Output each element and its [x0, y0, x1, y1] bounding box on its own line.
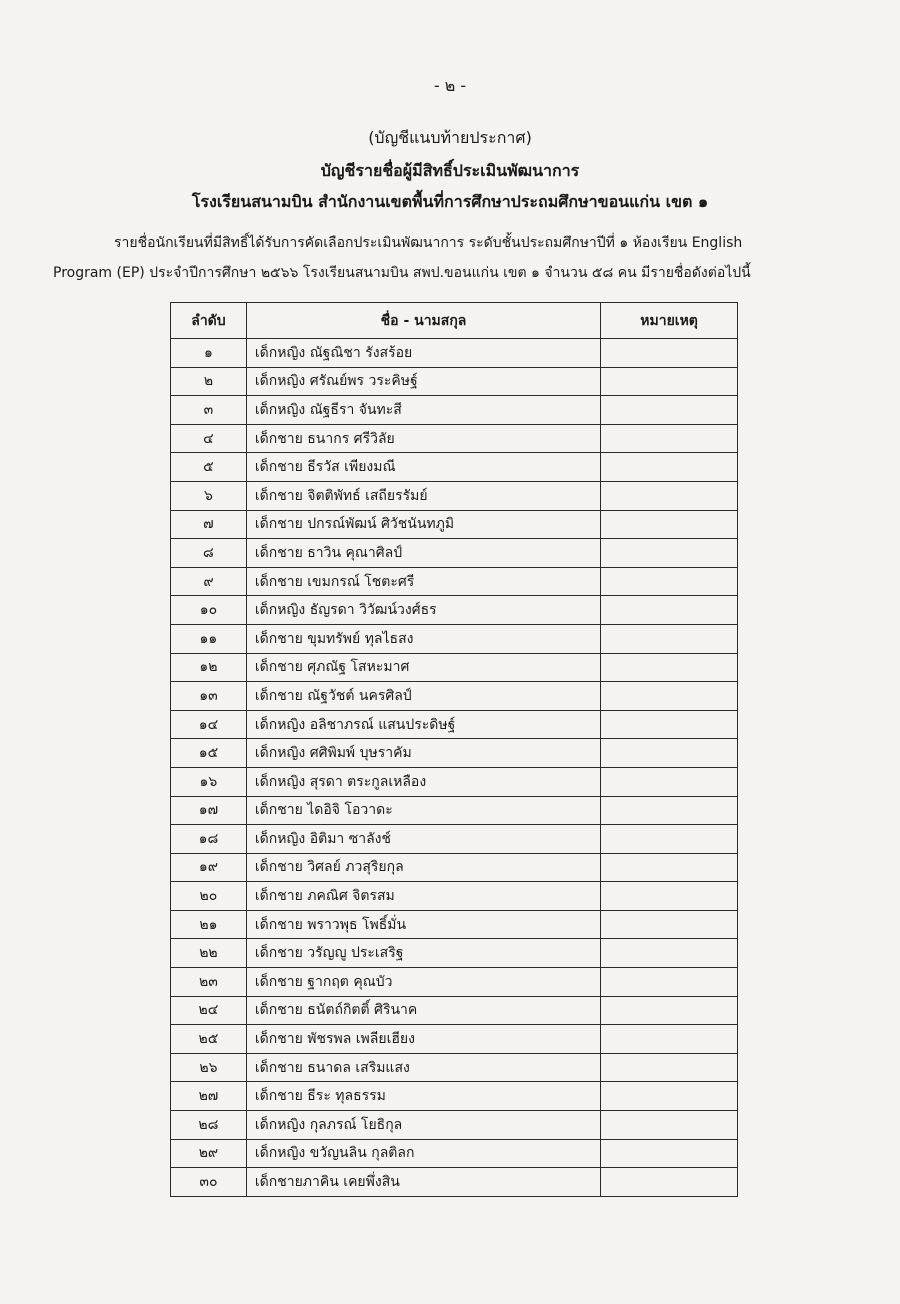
row-student-name: เด็กชาย วิศลย์ ภวสุริยกุล: [246, 853, 600, 882]
row-remark: [601, 996, 738, 1025]
row-student-name: เด็กชาย ปกรณ์พัฒน์ ศิวัชนันทภูมิ: [246, 510, 600, 539]
row-remark: [601, 596, 738, 625]
row-remark: [601, 1111, 738, 1140]
table-row: [171, 653, 738, 682]
student-roster-table: [170, 302, 738, 1197]
row-order: ๔: [171, 424, 247, 453]
row-order: ๑๖: [171, 767, 247, 796]
row-order: ๒๓: [171, 968, 247, 997]
table-row: [171, 939, 738, 968]
table-row: [171, 1111, 738, 1140]
row-remark: [601, 682, 738, 711]
row-order: ๑๗: [171, 796, 247, 825]
table-row: [171, 424, 738, 453]
table-row: [171, 339, 738, 368]
row-student-name: เด็กหญิง กุลภรณ์ โยธิกุล: [246, 1111, 600, 1140]
row-student-name: เด็กชาย จิตติพัทธ์ เสถียรรัมย์: [246, 481, 600, 510]
row-student-name: เด็กชาย ธนากร ศรีวิลัย: [246, 424, 600, 453]
table-row: [171, 1168, 738, 1197]
row-student-name: เด็กชาย เขมกรณ์ โชตะศรี: [246, 567, 600, 596]
table-row: [171, 682, 738, 711]
row-student-name: เด็กชาย ธนาดล เสริมแสง: [246, 1053, 600, 1082]
row-order: ๑๓: [171, 682, 247, 711]
row-student-name: เด็กชาย ธีระ ทุลธรรม: [246, 1082, 600, 1111]
row-order: ๗: [171, 510, 247, 539]
table-row: [171, 567, 738, 596]
row-student-name: เด็กหญิง สุรดา ตระกูลเหลือง: [246, 767, 600, 796]
row-remark: [601, 825, 738, 854]
row-student-name: เด็กชาย ภคณิศ จิตรสม: [246, 882, 600, 911]
table-row: [171, 882, 738, 911]
table-row: [171, 596, 738, 625]
row-order: ๒๐: [171, 882, 247, 911]
row-order: ๑๕: [171, 739, 247, 768]
table-row: [171, 853, 738, 882]
row-student-name: เด็กชาย ขุมทรัพย์ ทุลไธสง: [246, 624, 600, 653]
table-row: [171, 481, 738, 510]
row-remark: [601, 367, 738, 396]
row-order: ๖: [171, 481, 247, 510]
row-student-name: เด็กหญิง อลิชาภรณ์ แสนประดิษฐ์: [246, 710, 600, 739]
table-row: [171, 825, 738, 854]
annex-label: (บัญชีแนบท้ายประกาศ): [368, 128, 532, 147]
intro-line-1: รายชื่อนักเรียนที่มีสิทธิ์ได้รับการคัดเลือกประเมินพัฒนาการ ระดับชั้นประถมศึกษาปีที่ ๑ ห้องเรียน English: [114, 235, 743, 251]
row-order: ๑๒: [171, 653, 247, 682]
row-remark: [601, 539, 738, 568]
row-order: ๓๐: [171, 1168, 247, 1197]
table-row: [171, 1139, 738, 1168]
row-student-name: เด็กหญิง ขวัญนลิน กุลติลก: [246, 1139, 600, 1168]
table-row: [171, 710, 738, 739]
row-student-name: เด็กหญิง ธัญรดา วิวัฒน์วงศ์ธร: [246, 596, 600, 625]
row-order: ๒๔: [171, 996, 247, 1025]
row-student-name: เด็กชายภาคิน เคยพึ่งสิน: [246, 1168, 600, 1197]
school-title: โรงเรียนสนามบิน สำนักงานเขตพื้นที่การศึกษาประถมศึกษาขอนแก่น เขต ๑: [191, 192, 709, 211]
row-remark: [601, 510, 738, 539]
table-row: [171, 510, 738, 539]
header-name: ชื่อ - นามสกุล: [246, 303, 600, 339]
row-student-name: เด็กหญิง ณัฐธีรา จันทะสี: [246, 396, 600, 425]
row-order: ๑: [171, 339, 247, 368]
table-header-row: [171, 303, 738, 339]
row-remark: [601, 1168, 738, 1197]
row-order: ๒๙: [171, 1139, 247, 1168]
table-row: [171, 796, 738, 825]
row-order: ๑๑: [171, 624, 247, 653]
row-order: ๑๙: [171, 853, 247, 882]
row-order: ๑๐: [171, 596, 247, 625]
table-row: [171, 767, 738, 796]
row-remark: [601, 910, 738, 939]
row-order: ๑๘: [171, 825, 247, 854]
row-remark: [601, 739, 738, 768]
table-row: [171, 624, 738, 653]
row-remark: [601, 853, 738, 882]
row-order: ๓: [171, 396, 247, 425]
row-order: ๒: [171, 367, 247, 396]
row-remark: [601, 567, 738, 596]
row-remark: [601, 624, 738, 653]
row-remark: [601, 796, 738, 825]
table-row: [171, 739, 738, 768]
row-order: ๙: [171, 567, 247, 596]
table-row: [171, 453, 738, 482]
row-remark: [601, 882, 738, 911]
row-remark: [601, 1053, 738, 1082]
row-student-name: เด็กชาย ธาวิน คุณาศิลป์: [246, 539, 600, 568]
row-remark: [601, 396, 738, 425]
row-student-name: เด็กชาย ณัฐวัชต์ นครศิลป์: [246, 682, 600, 711]
row-remark: [601, 424, 738, 453]
row-remark: [601, 710, 738, 739]
table-row: [171, 396, 738, 425]
row-student-name: เด็กหญิง อิติมา ซาลังช์: [246, 825, 600, 854]
table-row: [171, 910, 738, 939]
header-remark: หมายเหตุ: [601, 303, 738, 339]
row-student-name: เด็กชาย พราวพุธ โพธิ์มั่น: [246, 910, 600, 939]
table-row: [171, 996, 738, 1025]
row-student-name: เด็กหญิง ศศิพิมพ์ บุษราคัม: [246, 739, 600, 768]
row-remark: [601, 968, 738, 997]
intro-line-2: Program (EP) ประจำปีการศึกษา ๒๕๖๖ โรงเรียนสนามบิน สพป.ขอนแก่น เขต ๑ จำนวน ๕๘ คน มีรายชื่อดังต่อไปนี้: [53, 265, 751, 281]
row-student-name: เด็กชาย ธนัตถ์กิตติ์ ศิรินาค: [246, 996, 600, 1025]
row-student-name: เด็กชาย ฐากฤต คุณบัว: [246, 968, 600, 997]
table-row: [171, 1053, 738, 1082]
row-remark: [601, 1139, 738, 1168]
table-body: [171, 339, 738, 1197]
row-remark: [601, 481, 738, 510]
row-student-name: เด็กหญิง ณัฐณิชา รังสร้อย: [246, 339, 600, 368]
row-remark: [601, 453, 738, 482]
row-order: ๒๗: [171, 1082, 247, 1111]
table-row: [171, 367, 738, 396]
row-order: ๘: [171, 539, 247, 568]
row-order: ๑๔: [171, 710, 247, 739]
row-order: ๒๕: [171, 1025, 247, 1054]
row-remark: [601, 1025, 738, 1054]
row-order: ๒๑: [171, 910, 247, 939]
row-student-name: เด็กหญิง ศรัณย์พร วระคิษฐ์: [246, 367, 600, 396]
row-student-name: เด็กชาย ไดอิจิ โอวาดะ: [246, 796, 600, 825]
row-remark: [601, 939, 738, 968]
table-row: [171, 1082, 738, 1111]
document-title: บัญชีรายชื่อผู้มีสิทธิ์ประเมินพัฒนาการ: [320, 161, 580, 180]
row-student-name: เด็กชาย ศุภณัฐ โสหะมาศ: [246, 653, 600, 682]
page-number: - ๒ -: [433, 76, 467, 95]
table-row: [171, 968, 738, 997]
row-student-name: เด็กชาย พัชรพล เพลียเฮียง: [246, 1025, 600, 1054]
row-remark: [601, 1082, 738, 1111]
row-order: ๕: [171, 453, 247, 482]
row-student-name: เด็กชาย ธีรวัส เพียงมณี: [246, 453, 600, 482]
row-remark: [601, 653, 738, 682]
row-order: ๒๘: [171, 1111, 247, 1140]
table-row: [171, 539, 738, 568]
header-order: ลำดับ: [171, 303, 247, 339]
row-order: ๒๖: [171, 1053, 247, 1082]
row-student-name: เด็กชาย วรัญญู ประเสริฐ: [246, 939, 600, 968]
row-remark: [601, 339, 738, 368]
row-order: ๒๒: [171, 939, 247, 968]
table-row: [171, 1025, 738, 1054]
row-remark: [601, 767, 738, 796]
